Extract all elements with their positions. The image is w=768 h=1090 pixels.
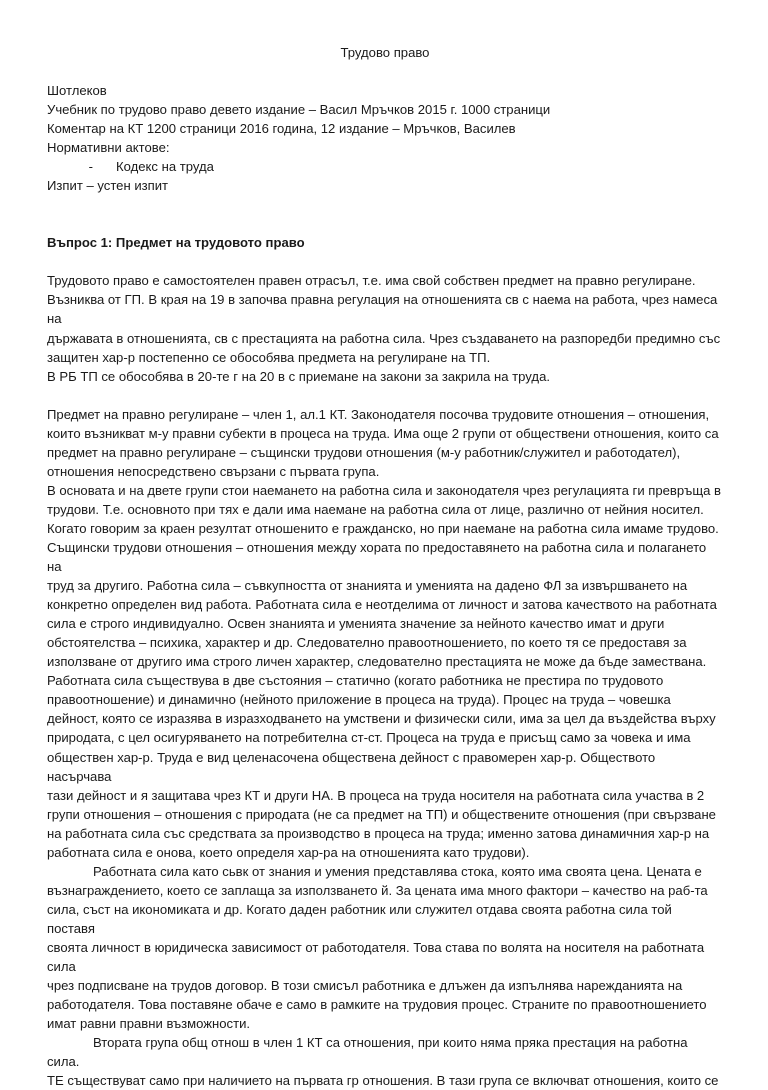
author-line: Шотлеков (47, 83, 107, 99)
text-line: предмет на правно регулиране – същински трудови отношения (м-у работник/служител и работодател), (47, 444, 681, 460)
text-line: работодателя. Това поставяне обаче е само в рамките на трудовия процес. Страните по правоотношението (47, 997, 707, 1013)
paragraph-1 (47, 271, 723, 385)
document-title: Трудово право (340, 45, 430, 60)
text-line: ТЕ съществуват само при наличието на първата гр отношения. В тази група се включват отношения, които се (47, 1073, 719, 1089)
paragraph-3 (47, 862, 723, 1033)
text-line: конкретно определен вид работа. Работната сила е неотделима от личност и затова качеството на работната (47, 597, 717, 613)
text-line: Възниква от ГП. В края на 19 в започва правна регулация на отношенията св с наема на работа, чрез намеса на (47, 292, 718, 327)
text-line: обстоятелства – психика, характер и др. Следователно правоотношението, по което тя се предоставя за (47, 635, 687, 651)
text-line: Предмет на правно регулиране – член 1, ал.1 КТ. Законодателя посочва трудовите отношения – отношения, (47, 406, 710, 422)
text-line: своята личност в юридическа зависимост от работодателя. Това става по волята на носителя на работната сила (47, 939, 705, 975)
bullet-item (47, 157, 723, 176)
text-line: имат равни правни възможности. (47, 1016, 251, 1032)
text-line: сила е строго индивидуално. Освен знанията и уменията значение за нейното качество имат и други (47, 616, 665, 632)
text-line: дейност, която се изразява в изразходването на умствени и физически сили, има за цел да въздейства върху (47, 711, 716, 727)
text-line: Когато говорим за краен резултат отношенито е гражданско, но при наемане на работна сила имаме трудово. (47, 520, 719, 536)
text-line: тази дейност и я защитава чрез КТ и други НА. В процеса на труда носителя на работната сила участва в 2 (47, 787, 705, 803)
textbook-line: Учебник по трудово право девето издание – Васил Мръчков 2015 г. 1000 страници (47, 102, 551, 118)
text-line: обществен хар-р. Труда е вид целенасочена обществена дейност с правомерен хар-р. Обществото насърчава (47, 749, 656, 784)
text-line: сила, съст на икономиката и др. Когато даден работник или служител отдава своята работна сила той поставя (47, 901, 672, 936)
text-line: труд за другиго. Работна сила – съвкупността от знанията и уменията на дадено ФЛ за извършването на (47, 578, 688, 594)
text-line: Втората група общ отнош в член 1 КТ са отношения, при които няма пряка престация на работна сила. (47, 1035, 688, 1070)
spacer (47, 195, 723, 233)
text-line: на работната сила със средствата за производство в процеса на труда; именно затова динамичния хар-р на (47, 825, 710, 841)
bullet-dash: - (88, 159, 93, 175)
text-line: Същински трудови отношения – отношения между хората по предоставянето на работна сила и полагането на (47, 539, 707, 575)
question-heading: Въпрос 1: Предмет на трудовото право (47, 235, 305, 251)
text-line: чрез подписване на трудов договор. В този смисъл работника е длъжен да изпълнява нарежданията на (47, 978, 683, 994)
spacer (47, 252, 723, 271)
normative-acts-label: Нормативни актове: (47, 140, 170, 156)
text-line: В РБ ТП се обособява в 20-те г на 20 в с приемане на закони за закрила на труда. (47, 368, 550, 384)
text-line: държавата в отношенията, св с престацията на работна сила. Чрез създаването на разпоредби предимно със (47, 330, 721, 346)
document-body (47, 43, 723, 1090)
text-line: отношения непосредствено свързани с първата група. (47, 463, 380, 479)
text-line: защитен хар-р постепенно се обособява предмета на регулиране на ТП. (47, 349, 491, 365)
text-line: Работната сила съществува в две състояния – статично (когато работника не престира по трудовото (47, 673, 664, 689)
text-line: трудови. Т.е. основното при тях е дали има наемане на работна сила от лице, различно от нейния носител. (47, 501, 704, 517)
text-line: които възникват м-у правни субекти в процеса на труда. Има още 2 групи от обществени отношения, които са (47, 425, 719, 441)
paragraph-4 (47, 1033, 723, 1090)
commentary-line: Коментар на КТ 1200 страници 2016 година, 12 издание – Мръчков, Василев (47, 121, 516, 137)
paragraph-2 (47, 405, 723, 862)
text-line: Работната сила като сьвк от знания и умения представлява стока, която има своята цена. Цената е (93, 863, 702, 879)
exam-line: Изпит – устен изпит (47, 178, 169, 194)
text-line: Трудовото право е самостоятелен правен отрасъл, т.е. има свой собствен предмет на правно регулиране. (47, 273, 696, 289)
text-line: възнаграждението, което се заплаща за използването й. За цената има много фактори – качество на раб-та (47, 882, 708, 898)
spacer (47, 386, 723, 405)
text-line: групи отношения – отношения с природата (не са предмет на ТП) и обществените отношения (при свързване (47, 806, 716, 822)
text-line: правоотношение) и динамично (нейното приложение в процеса на труда). Процес на труда – човешка (47, 692, 671, 708)
text-line: природата, с цел осигуряването на потребителна ст-ст. Процеса на труда е присъщ само за човека и има (47, 730, 691, 746)
bullet-text: Кодекс на труда (116, 159, 214, 175)
text-line: В основата и на двете групи стои наемането на работна сила и законодателя чрез регулацията ги превръща в (47, 482, 721, 498)
text-line: работната сила е онова, което определя хар-ра на отношенията като трудови). (47, 844, 530, 860)
text-line: използване от другиго има строго личен характер, следователно престацията не може да бъде замествана. (47, 654, 707, 670)
